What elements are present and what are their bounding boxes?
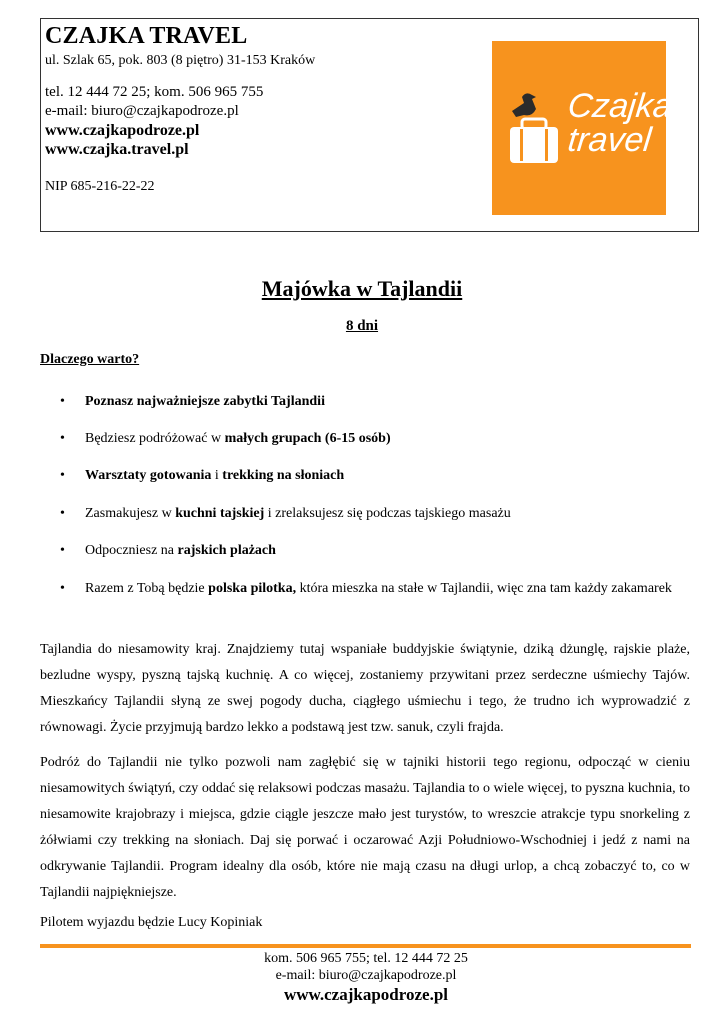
footer-divider	[40, 944, 691, 948]
website-link-1[interactable]: www.czajkapodroze.pl	[45, 122, 200, 139]
footer-email[interactable]: e-mail: biuro@czajkapodroze.pl	[275, 968, 457, 983]
why-heading: Dlaczego warto?	[40, 352, 140, 367]
logo-text-travel: travel	[566, 121, 654, 159]
bullet-icon: •	[60, 468, 65, 483]
company-email[interactable]: e-mail: biuro@czajkapodroze.pl	[45, 103, 239, 119]
logo-text-czajka: Czajka	[566, 87, 674, 125]
bullet-icon: •	[60, 581, 65, 596]
bullet-icon: •	[60, 394, 65, 409]
trip-duration: 8 dni	[345, 318, 379, 334]
bullet-icon: •	[60, 431, 65, 446]
company-phone: tel. 12 444 72 25; kom. 506 965 755	[45, 84, 264, 100]
paragraph-intro: Tajlandia do niesamowity kraj. Znajdziemy tutaj wspaniałe buddyjskie świątynie, dziką dżunglę, rajskie plaże, bezludne wyspy, pyszną tajską kuchnię. A co więcej, zostaniemy przywitani przez serdeczne uśmiechy Tajów. Mieszkańcy Tajlandii słyną ze swej pogody ducha, ciągłego uśmiechu i tego, że trudno ich wyprowadzić z równowagi. Życie przyjmują bardzo lekko a podstawą jest tzw. sanuk, czyli frajda.	[40, 642, 690, 735]
company-nip: NIP 685-216-22-22	[45, 179, 155, 194]
footer-phone: kom. 506 965 755; tel. 12 444 72 25	[264, 951, 468, 966]
company-address: ul. Szlak 65, pok. 803 (8 piętro) 31-153 Kraków	[45, 53, 316, 68]
footer-website[interactable]: www.czajkapodroze.pl	[283, 985, 448, 1004]
bullet-icon: •	[60, 506, 65, 521]
bullet-icon: •	[60, 543, 65, 558]
header-box	[40, 18, 699, 232]
paragraph-details: Podróż do Tajlandii nie tylko pozwoli nam zagłębić się w tajniki historii tego regionu, odpocząć w cieniu niesamowitych świątyń, czy oddać się relaksowi podczas masażu. Tajlandia to o wiele więcej, to pyszna kuchnia, to niesamowite krajobrazy i miejsca, gdzie ciągle jeszcze mało jest turystów, to wreszcie atrakcje typu snorkeling z żółwiami czy trekking na słoniach. Daj się porwać i oczarować Azji Południowo-Wschodniej i jedź z nami na odkrywanie Tajlandii. Program idealny dla osób, które nie mają czasu na długi urlop, a chcą zobaczyć to, co w Tajlandii najpiękniejsze.	[40, 755, 690, 900]
page-title: Majówka w Tajlandii	[261, 276, 463, 301]
pilot-info: Pilotem wyjazdu będzie Lucy Kopiniak	[40, 915, 263, 930]
website-link-2[interactable]: www.czajka.travel.pl	[45, 141, 189, 158]
czajka-travel-logo	[492, 41, 674, 215]
company-name: CZAJKA TRAVEL	[45, 23, 248, 49]
